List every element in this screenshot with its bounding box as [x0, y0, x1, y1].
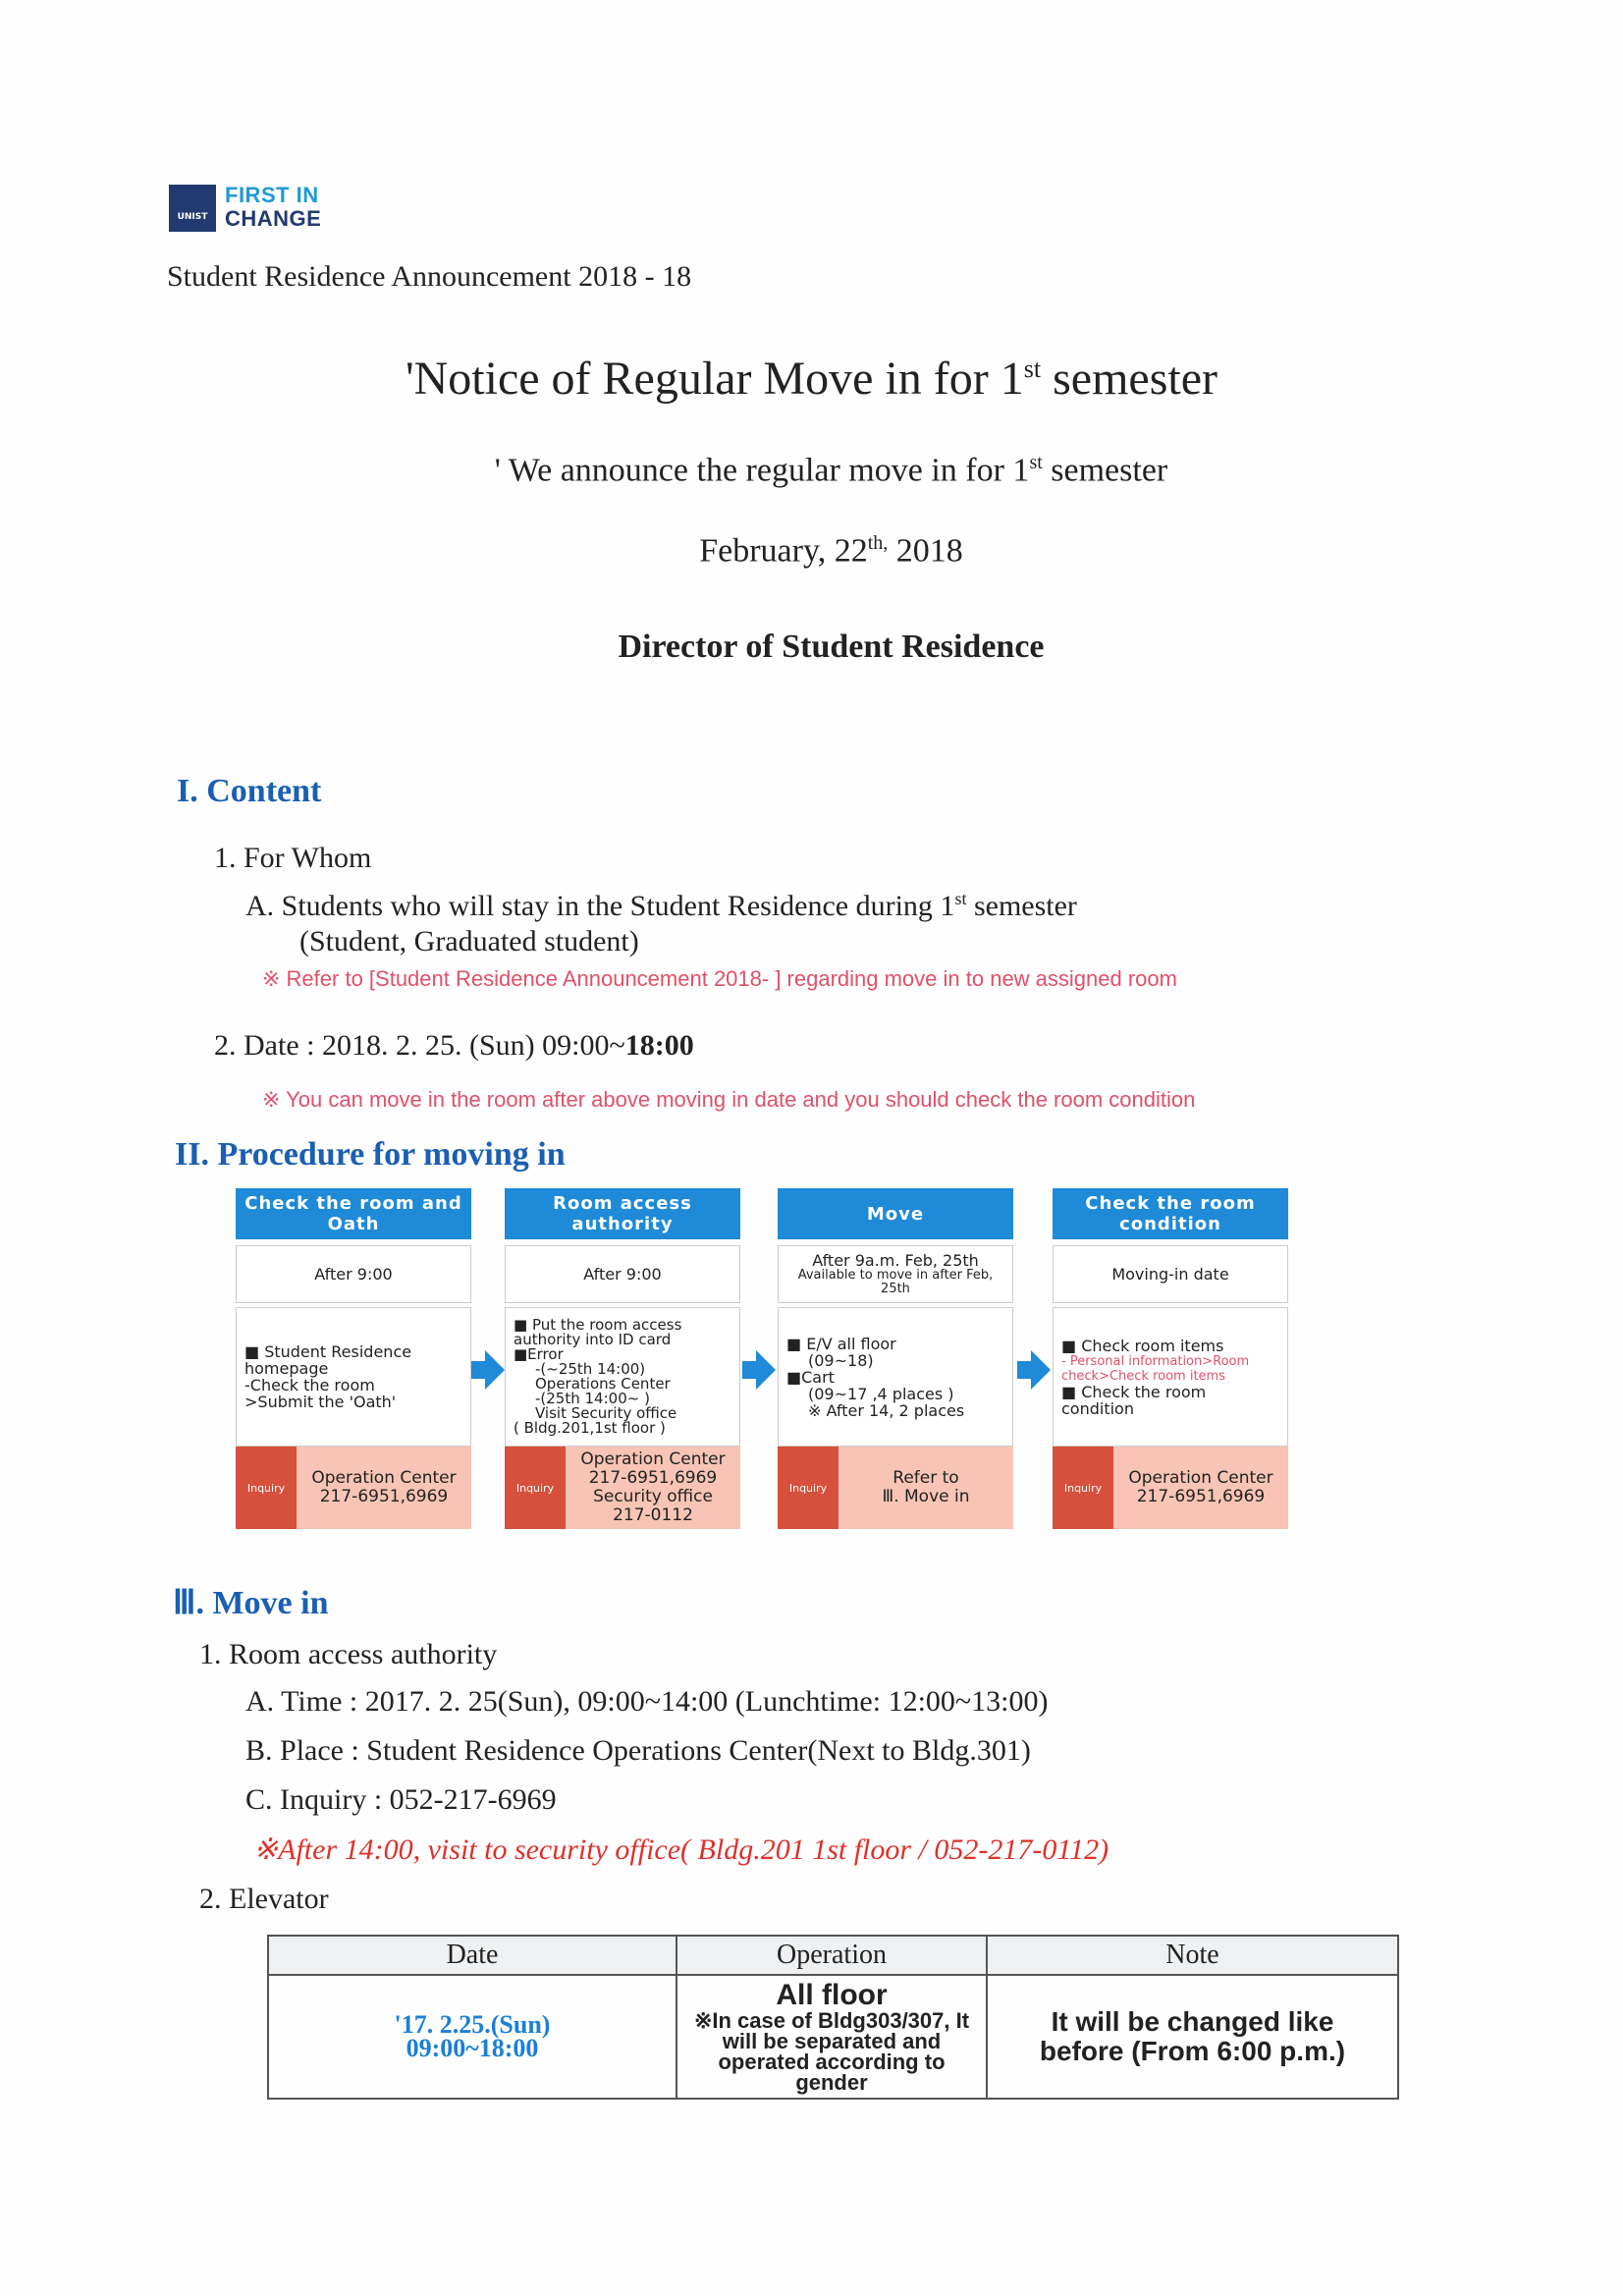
logo-line1: FIRST IN [225, 183, 319, 207]
section-move-in-heading: Ⅲ. Move in [173, 1585, 329, 1621]
header-note: Note [987, 1936, 1398, 1975]
step-check-room-oath [236, 1188, 471, 1529]
step-inquiry: Inquiry Operation Center 217-6951,6969 [1053, 1447, 1288, 1529]
step-body: ■ E/V all floor (09~18) ■Cart (09~17 ,4 places ) ※ After 14, 2 places [778, 1307, 1013, 1447]
arrow-right-icon [485, 1350, 505, 1390]
step-body: ■ Put the room access authority into ID card ■Error -(~25th 14:00) Operations Center -(25th 14:00~ ) Visit Security office ( Bldg.201,1st floor ) [505, 1307, 740, 1447]
step-body: ■ Check room items - Personal information>Room check>Check room items ■ Check the room condition [1053, 1307, 1288, 1447]
elevator: 2. Elevator [199, 1883, 329, 1915]
step-inquiry: Inquiry Refer to Ⅲ. Move in [778, 1447, 1013, 1529]
unist-logo [169, 185, 216, 232]
move-date: 2. Date : 2018. 2. 25. (Sun) 09:00~18:00 [214, 1029, 694, 1062]
for-whom-a-line2: (Student, Graduated student) [299, 925, 639, 957]
section-content-heading: I. Content [177, 773, 322, 809]
announcement-date: February, $22^{th,}$ 2018 [699, 532, 963, 570]
step-check-condition [1053, 1188, 1288, 1529]
access-time: A. Time : 2017. 2. 25(Sun), 09:00~14:00 (Lunchtime: 12:00~13:00) [245, 1685, 1049, 1718]
cell-operation: All floor ※In case of Bldg303/307, It will be separated and operated according to gender [676, 1975, 987, 2099]
step-move [778, 1188, 1013, 1529]
step-time: After 9:00 [505, 1245, 740, 1303]
logo-mark: UNIST [177, 212, 208, 222]
for-whom-a: A. Students who will stay in the Student Residence during 1st semester [245, 889, 1077, 922]
cell-date: '17. 2.25.(Sun) 09:00~18:00 [268, 1975, 676, 2099]
arrow-right-icon [1031, 1350, 1051, 1390]
access-place: B. Place : Student Residence Operations Center(Next to Bldg.301) [245, 1734, 1031, 1767]
step-room-access [505, 1188, 740, 1529]
arrow-right-icon [756, 1350, 776, 1390]
subtitle: ' We announce the regular move in for 1st semester [494, 452, 1168, 489]
note-refer: ※ Refer to [Student Residence Announcement 2018- ] regarding move in to new assigned room [262, 966, 1177, 991]
step-time: Moving-in date [1053, 1245, 1288, 1303]
room-access-authority: 1. Room access authority [199, 1638, 498, 1670]
cell-note: It will be changed like before (From 6:00 p.m.) [987, 1975, 1398, 2099]
director: Director of Student Residence [618, 629, 1045, 665]
step-inquiry: Inquiry Operation Center 217-6951,6969 [236, 1447, 471, 1529]
step-body: ■ Student Residence homepage -Check the room >Submit the 'Oath' [236, 1307, 471, 1447]
step-inquiry: Inquiry Operation Center 217-6951,6969 Security office 217-0112 [505, 1447, 740, 1529]
logo-line2: CHANGE [225, 206, 322, 231]
step-title: Check the room and Oath [236, 1188, 471, 1239]
header-date: Date [268, 1936, 676, 1975]
step-title: Move [778, 1188, 1013, 1239]
announcement-number: Student Residence Announcement 2018 - 18 [167, 260, 692, 293]
page-title: 'Notice of Regular Move in for 1st semester [405, 353, 1218, 405]
step-title: Check the room condition [1053, 1188, 1288, 1239]
access-inquiry: C. Inquiry : 052-217-6969 [245, 1783, 557, 1816]
step-title: Room access authority [505, 1188, 740, 1239]
elevator-table [267, 1935, 1399, 2100]
header-operation: Operation [676, 1936, 987, 1975]
section-procedure-heading: II. Procedure for moving in [175, 1136, 566, 1173]
for-whom: 1. For Whom [214, 842, 372, 874]
table-row [268, 1975, 1398, 2099]
note-move: ※ You can move in the room after above moving in date and you should check the room condition [262, 1087, 1196, 1112]
security-office-note: ※After 14:00, visit to security office( Bldg.201 1st floor / 052-217-0112) [253, 1833, 1109, 1866]
step-time: After 9a.m. Feb, 25th Available to move in after Feb, 25th [778, 1245, 1013, 1303]
step-time: After 9:00 [236, 1245, 471, 1303]
